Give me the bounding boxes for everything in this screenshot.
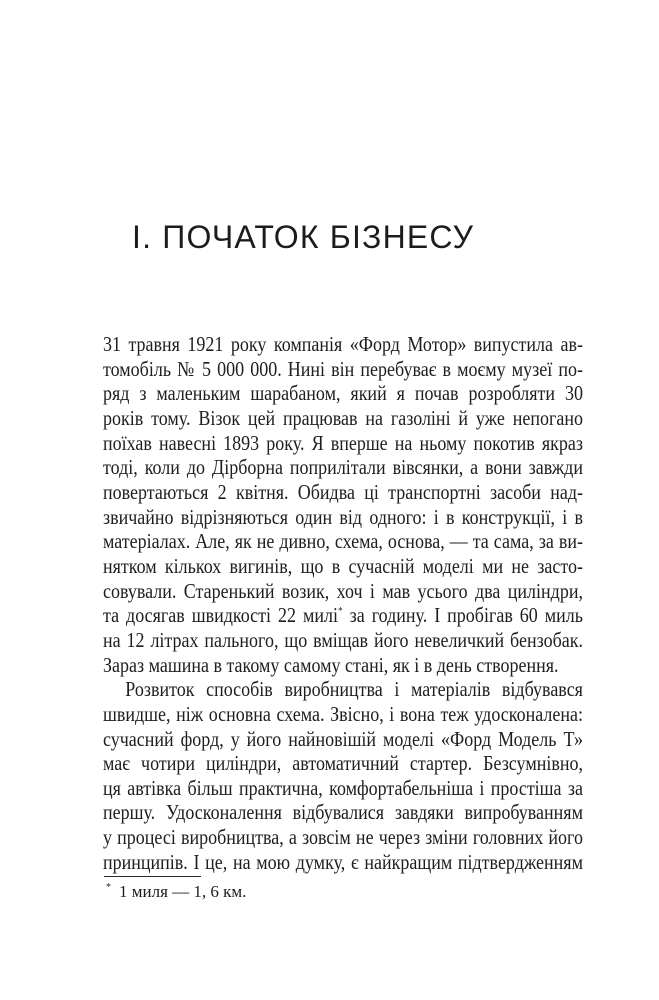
text-line: 31 травня 1921 року компанія «Форд Мотор» випустила ав- — [103, 332, 583, 356]
text-line: Розвиток способів виробництва і матеріалів відбувався — [125, 677, 583, 702]
text-line: років тому. Візок цей працював на газоліні й уже непогано — [103, 405, 583, 430]
footnote-reference-marker: * — [337, 605, 343, 618]
text-line: на 12 літрах пального, що вміщав його невеличкий бензобак. — [103, 627, 583, 652]
footnote-marker: * — [106, 882, 111, 894]
text-line: ряд з маленьким шарабаном, який я почав розробляти 30 — [103, 381, 583, 406]
footnote-text: 1 миля — 1, 6 км. — [119, 882, 247, 901]
text-line: першу. Удосконалення відбувалися завдяки випробуванням — [103, 800, 583, 825]
text-line: та досягав швидкості 22 милі* за годину. І пробігав 60 миль — [103, 603, 583, 628]
text-line: у процесі виробництва, а зовсім не через зміни головних його — [103, 825, 583, 850]
text-line: матеріалах. Але, як не дивно, схема, основа, — та сама, за ви- — [103, 529, 583, 554]
text-line: нятком кількох вигинів, що в сучасній моделі ми не засто- — [103, 553, 583, 578]
text-line: томобіль № 5 000 000. Нині він перебуває в моєму музеї по- — [103, 356, 583, 381]
text-line: сучасний форд, у його найновішій моделі «Форд Модель Т» — [103, 726, 583, 751]
text-line: Зараз машина в такому самому стані, як і в день створення. — [103, 652, 559, 677]
footnote — [106, 881, 246, 903]
text-block — [103, 332, 583, 874]
text-line: совували. Старенький возик, хоч і мав усього два циліндри, — [103, 578, 583, 603]
text-line: повертаються 2 квітня. Обидва ці транспортні засоби над- — [103, 479, 583, 504]
text-line: принципів. І це, на мою думку, є найкращим підтвердженням — [103, 849, 583, 874]
text-line: звичайно відрізняються один від одного: і в конструкції, і в — [103, 504, 583, 529]
text-line: поїхав навесні 1893 року. Я вперше на ньому покотив якраз — [103, 430, 583, 455]
text-line: швидше, ніж основна схема. Звісно, і вона теж удосконалена: — [103, 701, 583, 726]
text-line: ця автівка більш практична, комфортабельніша і простіша за — [103, 775, 583, 800]
text-line: тоді, коли до Дірборна поприлітали вівсянки, а вони завжди — [103, 455, 583, 480]
text-line: має чотири циліндри, автоматичний стартер. Безсумнівно, — [103, 751, 583, 776]
chapter-title: І. ПОЧАТОК БІЗНЕСУ — [132, 219, 475, 255]
footnote-rule — [104, 876, 201, 877]
